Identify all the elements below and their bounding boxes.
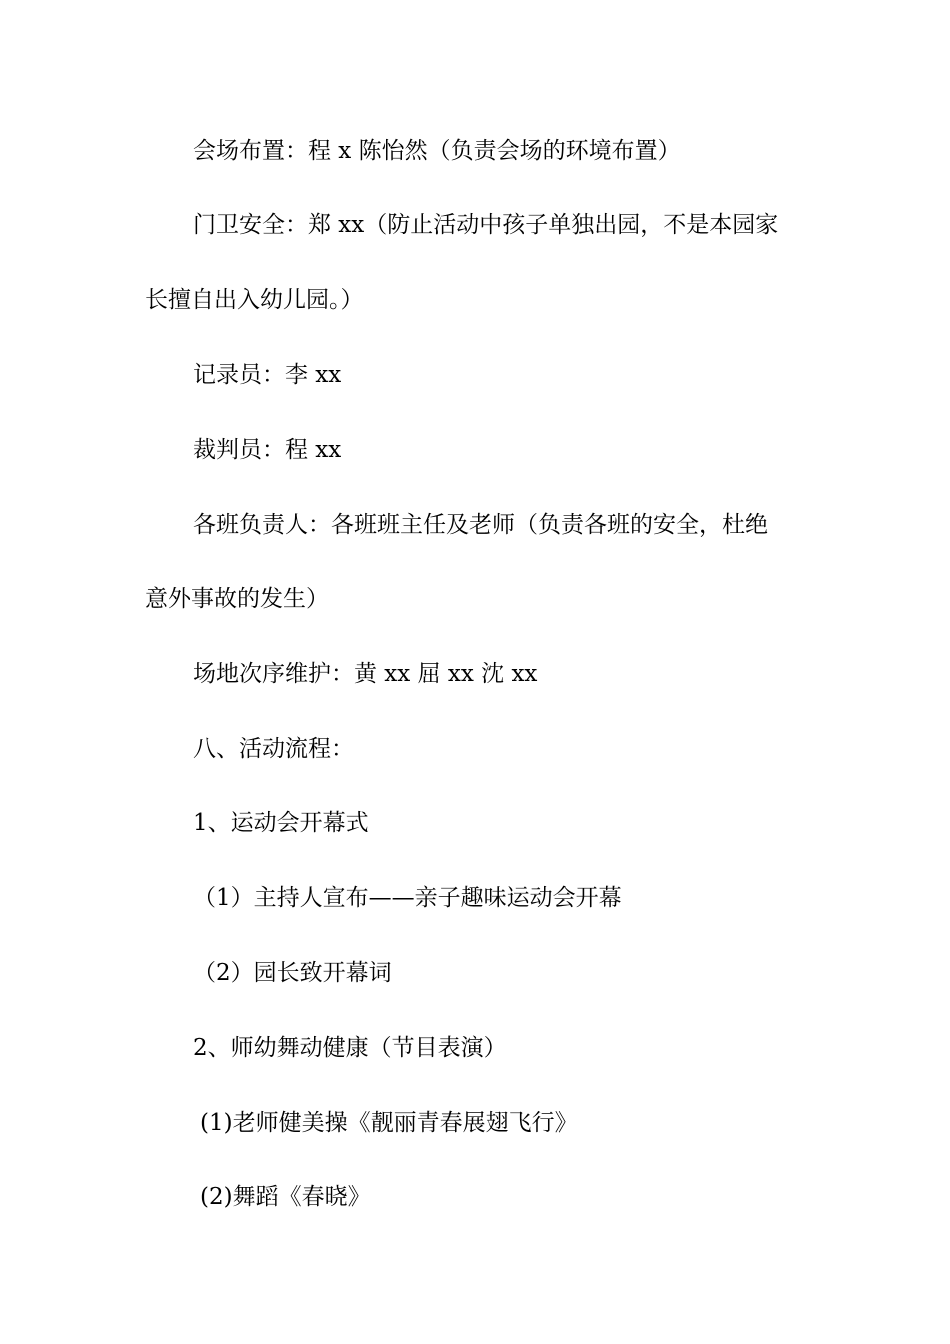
subitem-principal-speech: （2）园长致开幕词 [193,960,392,986]
gate-security-line-cont: 长擅自出入幼儿园。） [145,287,364,313]
subitem-host-announce: （1）主持人宣布——亲子趣味运动会开幕 [193,885,622,911]
item-opening-ceremony: 1、运动会开幕式 [193,810,369,836]
recorder-line: 记录员：李 xx [193,362,342,388]
order-maintenance-line: 场地次序维护：黄 xx 屈 xx 沈 xx [193,661,538,687]
item-performance: 2、师幼舞动健康（节目表演） [193,1035,507,1061]
class-leader-line: 各班负责人：各班班主任及老师（负责各班的安全，杜绝 [193,512,768,538]
section-heading-activity-flow: 八、活动流程： [193,736,354,762]
class-leader-line-cont: 意外事故的发生） [145,586,329,612]
referee-line: 裁判员：程 xx [193,437,342,463]
subitem-dance: (2)舞蹈《春晓》 [200,1184,371,1210]
venue-setup-line: 会场布置：程 x 陈怡然（负责会场的环境布置） [193,138,681,164]
subitem-teacher-aerobics: (1)老师健美操《靓丽青春展翅飞行》 [200,1110,578,1136]
gate-security-line: 门卫安全：郑 xx（防止活动中孩子单独出园，不是本园家 [193,212,779,238]
